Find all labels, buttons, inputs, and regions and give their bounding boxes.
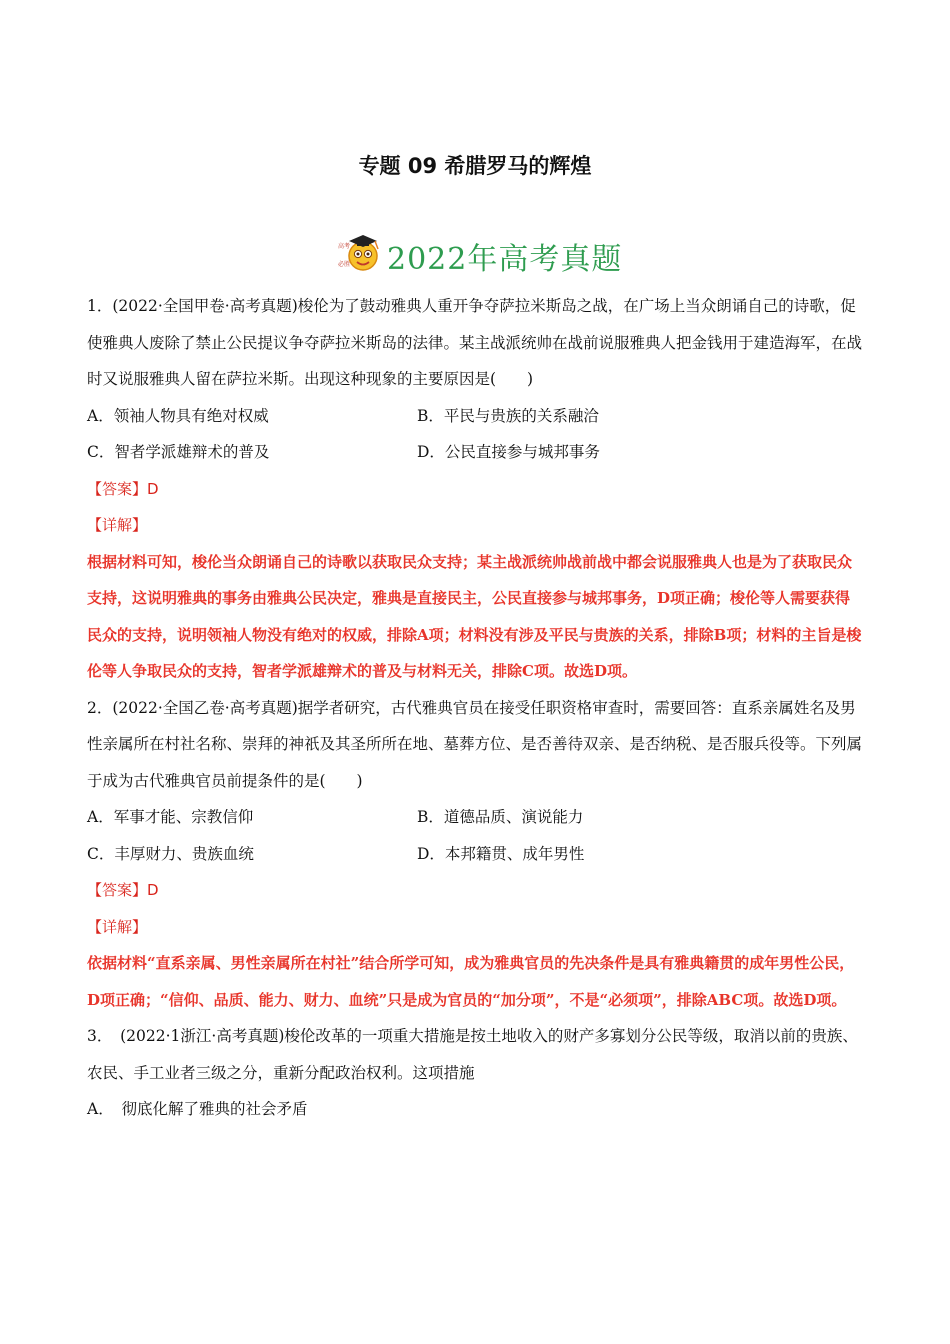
options-row <box>87 836 862 873</box>
options-row <box>87 398 862 435</box>
option-a[interactable]: A．领袖人物具有绝对权威 <box>87 406 269 425</box>
option-c[interactable]: C．智者学派雄辩术的普及 <box>87 443 270 461</box>
answer-label: 【答案】D <box>87 479 159 498</box>
option-d[interactable]: D．本邦籍贯、成年男性 <box>417 844 585 863</box>
option-a[interactable]: A．军事才能、宗教信仰 <box>87 808 254 826</box>
svg-text:必胜: 必胜 <box>338 261 351 268</box>
option-a[interactable]: A． 彻底化解了雅典的社会矛盾 <box>87 1100 308 1118</box>
options-row <box>87 434 862 471</box>
detail-text: 依据材料“直系亲属、男性亲属所在村社”结合所学可知，成为雅典官员的先决条件是具有雅典籍贯的成年男性公民，D项正确；“信仰、品质、能力、财力、血统”只是成为官员的“加分项”，不是“必须项”，排除ABC项。故选D项。 <box>87 954 855 1009</box>
option-b[interactable]: B．平民与贵族的关系融洽 <box>417 406 599 425</box>
options-row <box>87 799 862 836</box>
answer-label: 【答案】D <box>87 881 159 899</box>
option-c[interactable]: C．丰厚财力、贵族血统 <box>87 844 254 863</box>
question-stem: 1．(2022·全国甲卷·高考真题)梭伦为了鼓动雅典人重开争夺萨拉米斯岛之战，在广场上当众朗诵自己的诗歌，促使雅典人废除了禁止公民提议争夺萨拉米斯岛的法律。某主战派统帅在战前说服雅典人把金钱用于建造海军，在战时又说服雅典人留在萨拉米斯。出现这种现象的主要原因是( ) <box>87 297 863 388</box>
section-banner <box>337 232 627 277</box>
question-stem: 3． (2022·1浙江·高考真题)梭伦改革的一项重大措施是按土地收入的财产多寡划分公民等级，取消以前的贵族、农民、手工业者三级之分，重新分配政治权利。这项措施 <box>87 1027 858 1082</box>
banner-title: 2022年高考真题 <box>387 242 623 277</box>
svg-text:高考: 高考 <box>338 243 351 250</box>
detail-text: 根据材料可知，梭伦当众朗诵自己的诗歌以获取民众支持；某主战派统帅战前战中都会说服雅典人也是为了获取民众支持，这说明雅典的事务由雅典公民决定，雅典是直接民主，公民直接参与城邦事务，D项正确；梭伦等人需要获得民众的支持，说明领袖人物没有绝对的权威，排除A项；材料没有涉及平民与贵族的关系，排除B项；材料的主旨是梭伦等人争取民众的支持，智者学派雄辩术的普及与材料无关，排除C项。故选D项。 <box>87 552 862 680</box>
detail-label: 【详解】 <box>87 917 148 936</box>
page-title: 专题 09 希腊罗马的辉煌 <box>358 154 592 178</box>
detail-label: 【详解】 <box>87 516 148 534</box>
option-d[interactable]: D．公民直接参与城邦事务 <box>417 443 600 461</box>
mascot-icon <box>337 232 385 274</box>
question-stem: 2．(2022·全国乙卷·高考真题)据学者研究，古代雅典官员在接受任职资格审查时，需要回答：直系亲属姓名及男性亲属所在村社名称、崇拜的神祇及其圣所所在地、墓葬方位、是否善待双亲、是否纳税、是否服兵役等。下列属于成为古代雅典官员前提条件的是( ) <box>87 698 863 790</box>
question-list <box>87 288 862 1128</box>
option-b[interactable]: B．道德品质、演说能力 <box>417 808 584 826</box>
